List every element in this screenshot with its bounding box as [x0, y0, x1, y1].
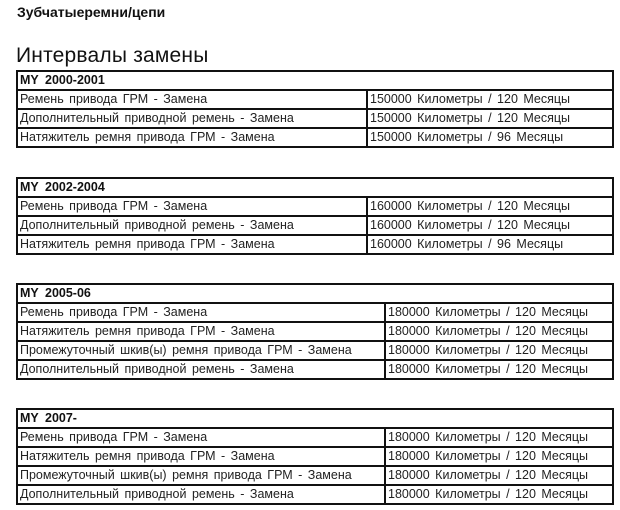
task-cell: Натяжитель ремня привода ГРМ - Замена	[17, 447, 385, 466]
interval-cell: 160000 Километры / 120 Месяцы	[367, 216, 613, 235]
task-cell: Ремень привода ГРМ - Замена	[17, 197, 367, 216]
interval-table-my-2005-06	[16, 283, 614, 380]
interval-table-my-2002-2004	[16, 177, 614, 255]
table-row	[17, 428, 613, 447]
table-header-row	[17, 71, 613, 90]
interval-cell: 160000 Километры / 96 Месяцы	[367, 235, 613, 254]
task-cell: Дополнительный приводной ремень - Замена	[17, 485, 385, 504]
table-row	[17, 447, 613, 466]
table-row	[17, 322, 613, 341]
task-cell: Ремень привода ГРМ - Замена	[17, 428, 385, 447]
interval-cell: 180000 Километры / 120 Месяцы	[385, 360, 613, 379]
interval-cell: 180000 Километры / 120 Месяцы	[385, 485, 613, 504]
interval-cell: 150000 Километры / 96 Месяцы	[367, 128, 613, 147]
table-row	[17, 466, 613, 485]
table-header-row	[17, 284, 613, 303]
interval-cell: 180000 Километры / 120 Месяцы	[385, 341, 613, 360]
task-cell: Промежуточный шкив(ы) ремня привода ГРМ - Замена	[17, 466, 385, 485]
model-years-label: MY 2002-2004	[17, 178, 613, 197]
model-years-label: MY 2000-2001	[17, 71, 613, 90]
page-heading: Интервалы замены	[16, 44, 209, 67]
model-years-label: MY 2005-06	[17, 284, 613, 303]
table-row	[17, 128, 613, 147]
interval-cell: 180000 Километры / 120 Месяцы	[385, 322, 613, 341]
interval-table-my-2007	[16, 408, 614, 505]
model-years-label: MY 2007-	[17, 409, 613, 428]
table-row	[17, 90, 613, 109]
table-row	[17, 341, 613, 360]
task-cell: Дополнительный приводной ремень - Замена	[17, 360, 385, 379]
interval-cell: 150000 Километры / 120 Месяцы	[367, 109, 613, 128]
table-row	[17, 303, 613, 322]
interval-cell: 180000 Километры / 120 Месяцы	[385, 447, 613, 466]
task-cell: Дополнительный приводной ремень - Замена	[17, 109, 367, 128]
table-row	[17, 216, 613, 235]
table-header-row	[17, 178, 613, 197]
interval-cell: 150000 Километры / 120 Месяцы	[367, 90, 613, 109]
task-cell: Дополнительный приводной ремень - Замена	[17, 216, 367, 235]
task-cell: Ремень привода ГРМ - Замена	[17, 303, 385, 322]
section-title: Зубчатыеремни/цепи	[17, 4, 166, 20]
table-row	[17, 197, 613, 216]
task-cell: Промежуточный шкив(ы) ремня привода ГРМ - Замена	[17, 341, 385, 360]
table-header-row	[17, 409, 613, 428]
interval-cell: 180000 Километры / 120 Месяцы	[385, 428, 613, 447]
task-cell: Натяжитель ремня привода ГРМ - Замена	[17, 322, 385, 341]
interval-table-my-2000-2001	[16, 70, 614, 148]
table-row	[17, 360, 613, 379]
task-cell: Натяжитель ремня привода ГРМ - Замена	[17, 128, 367, 147]
interval-cell: 180000 Километры / 120 Месяцы	[385, 303, 613, 322]
table-row	[17, 109, 613, 128]
interval-cell: 160000 Километры / 120 Месяцы	[367, 197, 613, 216]
interval-cell: 180000 Километры / 120 Месяцы	[385, 466, 613, 485]
task-cell: Ремень привода ГРМ - Замена	[17, 90, 367, 109]
table-row	[17, 485, 613, 504]
table-row	[17, 235, 613, 254]
task-cell: Натяжитель ремня привода ГРМ - Замена	[17, 235, 367, 254]
